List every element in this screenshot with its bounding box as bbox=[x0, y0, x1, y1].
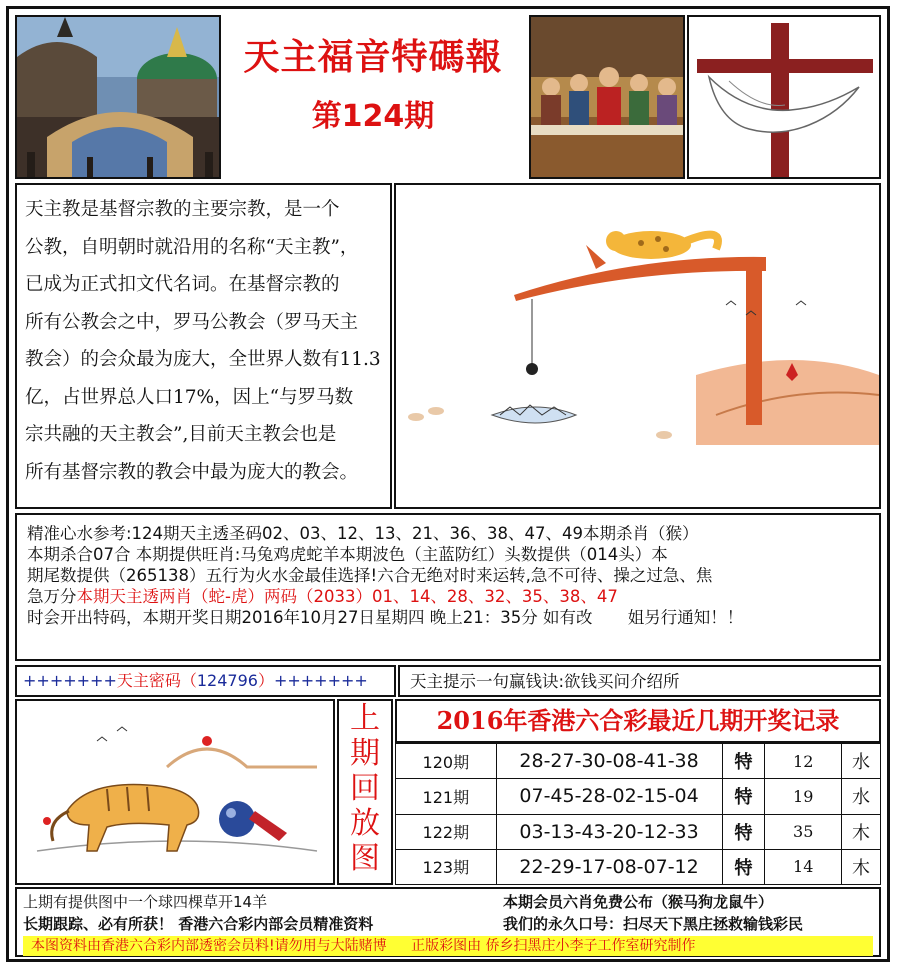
secret-code: 124796 bbox=[196, 671, 258, 690]
intro-line: 所有公教会之中，罗马公教会（罗马天主 bbox=[25, 311, 359, 333]
footer-member-zodiac: 本期会员六肖免费公布（猴马狗龙鼠牛） bbox=[503, 893, 774, 911]
info-line-3: 期尾数提供（265138）五行为火水金最佳选择!六合无绝对时来运转,急不可待、操之过急、焦 bbox=[27, 566, 713, 585]
replay-char: 图 bbox=[350, 841, 380, 876]
footer-row-2 bbox=[23, 913, 873, 935]
footer-prev-hint-tail: 14羊 bbox=[233, 893, 268, 911]
info-line-5-tail: 姐另行通知！！ bbox=[627, 608, 744, 627]
results-title-box bbox=[395, 699, 881, 743]
intro-line: 天主教是基督宗教的主要宗教，是一个 bbox=[25, 199, 340, 220]
numbers-cell: 07-45-28-02-15-04 bbox=[496, 779, 722, 814]
footer-banner-left: 本图资料由香港六合彩内部透密会员料!请勿用与大陆赌博 bbox=[31, 938, 387, 954]
tiger-ball-image bbox=[15, 699, 335, 885]
period-cell: 120期 bbox=[396, 744, 497, 779]
footer-prev-hint: 上期有提供图中一个球四棵草开 bbox=[23, 893, 234, 911]
intro-line: 亿，占世界总人口17%，因上“与罗马数 bbox=[25, 386, 354, 408]
info-line-4-prefix: 急万分 bbox=[27, 587, 77, 606]
element-cell: 水 bbox=[842, 779, 881, 814]
intro-line: 已成为正式扣文代名词。在基督宗教的 bbox=[25, 274, 340, 295]
footer-banner bbox=[23, 936, 873, 956]
intro-line: 公教，自明朝时就沿用的名称“天主教”， bbox=[25, 236, 359, 258]
period-cell: 122期 bbox=[396, 814, 497, 849]
tip-text: 天主提示一句赢钱诀:欲钱买问介绍所 bbox=[410, 672, 680, 691]
issue-number: 第124期 bbox=[311, 99, 435, 134]
numbers-cell: 28-27-30-08-41-38 bbox=[496, 744, 722, 779]
result-row bbox=[396, 779, 881, 814]
special-number-cell: 12 bbox=[765, 744, 842, 779]
special-label-cell: 特 bbox=[722, 849, 765, 884]
footer-row-1 bbox=[23, 891, 873, 913]
element-cell: 水 bbox=[842, 744, 881, 779]
footer-box bbox=[15, 887, 881, 957]
cathedral-image bbox=[15, 15, 221, 179]
info-highlight: 本期天主透两肖（蛇-虎）两码（2033）01、14、28、32、35、38、47 bbox=[76, 587, 618, 606]
newspaper-page bbox=[6, 6, 890, 962]
footer-banner-right: 正版彩图由 侨乡扫黑庄小李子工作室研究制作 bbox=[411, 938, 696, 954]
info-line-5 bbox=[27, 607, 869, 628]
replay-char: 放 bbox=[350, 806, 380, 841]
intro-line: 宗共融的天主教会”,目前天主教会也是 bbox=[25, 424, 337, 445]
intro-line: 教会）的会众最为庞大，全世界人数有11.3 bbox=[25, 349, 381, 370]
element-cell: 木 bbox=[842, 849, 881, 884]
replay-char: 上 bbox=[350, 701, 380, 736]
replay-char: 回 bbox=[350, 771, 380, 806]
footer-tracking: 长期跟踪、必有所获！ 香港六合彩内部会员精准资料 bbox=[23, 915, 374, 933]
result-row bbox=[396, 849, 881, 884]
intro-text-box bbox=[15, 183, 392, 509]
special-label-cell: 特 bbox=[722, 814, 765, 849]
intro-line: 所有基督宗教的教会中最为庞大的教会。 bbox=[25, 461, 359, 483]
info-line-2: 本期杀合07合 本期提供旺肖:马兔鸡虎蛇羊本期波色（主蓝防红）头数提供（014头）本 bbox=[27, 545, 668, 564]
cartoon-branch-image bbox=[394, 183, 881, 509]
special-label-cell: 特 bbox=[722, 744, 765, 779]
results-table bbox=[395, 743, 881, 885]
info-line-1: 精准心水参考:124期天主透圣码02、03、12、13、21、36、38、47、49本期杀肖（猴） bbox=[27, 524, 699, 543]
info-line-5-text: 时会开出特码，本期开奖日期2016年10月27日星期四 晚上21：35分 如有改 bbox=[27, 608, 593, 627]
plus-left: +++++++ bbox=[23, 671, 117, 690]
plus-right: +++++++ bbox=[273, 671, 368, 690]
numbers-cell: 03-13-43-20-12-33 bbox=[496, 814, 722, 849]
result-row bbox=[396, 744, 881, 779]
secret-code-box bbox=[15, 665, 396, 697]
period-cell: 121期 bbox=[396, 779, 497, 814]
replay-char: 期 bbox=[350, 736, 380, 771]
footer-slogan: 我们的永久口号：扫尽天下黑庄拯救输钱彩民 bbox=[503, 915, 804, 933]
paper-title: 天主福音特碼報 bbox=[243, 37, 503, 78]
special-number-cell: 19 bbox=[765, 779, 842, 814]
reference-info-box bbox=[15, 513, 881, 661]
secret-label: 天主密码（ bbox=[116, 671, 197, 690]
results-title: 2016年香港六合彩最近几期开奖记录 bbox=[436, 706, 840, 735]
period-cell: 123期 bbox=[396, 849, 497, 884]
special-number-cell: 35 bbox=[765, 814, 842, 849]
last-supper-image bbox=[529, 15, 685, 179]
special-number-cell: 14 bbox=[765, 849, 842, 884]
cross-dove-image bbox=[687, 15, 881, 179]
tip-box bbox=[398, 665, 881, 697]
element-cell: 木 bbox=[842, 814, 881, 849]
info-line-4 bbox=[27, 586, 869, 607]
numbers-cell: 22-29-17-08-07-12 bbox=[496, 849, 722, 884]
replay-label bbox=[337, 699, 393, 885]
result-row bbox=[396, 814, 881, 849]
secret-close: ） bbox=[257, 671, 274, 690]
special-label-cell: 特 bbox=[722, 779, 765, 814]
